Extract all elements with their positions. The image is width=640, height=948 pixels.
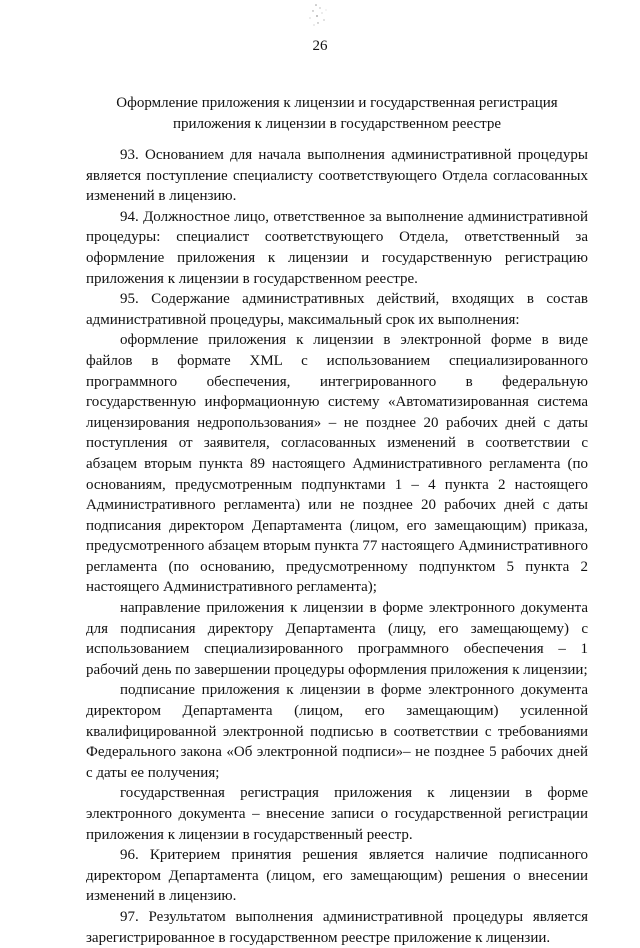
document-body	[86, 145, 588, 948]
paragraph-95-item-sending: направление приложения к лицензии в форме электронного документа для подписания директору Департамента (лицу, его замещающему) с использованием специализированного программного обеспечения – 1 рабочий день по завершении процедуры оформления приложения к лицензии;	[86, 600, 588, 678]
heading-line-1: Оформление приложения к лицензии и государственная регистрация	[116, 95, 558, 111]
section-heading	[86, 93, 588, 134]
paragraph-97: 97. Результатом выполнения административной процедуры является зарегистрированное в государственном реестре приложение к лицензии.	[86, 908, 588, 946]
scan-speckle	[298, 2, 338, 28]
page-number: 26	[312, 38, 328, 54]
paragraph-94: 94. Должностное лицо, ответственное за выполнение административной процедуры: специалист соответствующего Отдела, ответственный за оформление приложения к лицензии и государственную регистрацию приложения к лицензии в государственном реестре.	[86, 208, 588, 287]
paragraph-96: 96. Критерием принятия решения является наличие подписанного директором Департамента (лицом, его замещающим) решения о внесении изменений в лицензию.	[86, 847, 588, 905]
paragraph-93: 93. Основанием для начала выполнения административной процедуры является поступление специалисту соответствующего Отдела согласованных изменений в лицензию.	[86, 147, 588, 205]
paragraph-95-item-registration: государственная регистрация приложения к лицензии в форме электронного документа – внесение записи о государственной регистрации приложения к лицензии в государственный реестр.	[86, 785, 588, 843]
paragraph-95-item-formatting: оформление приложения к лицензии в электронной форме в виде файлов в формате XML с использованием специализированного программного обеспечения, интегрированного в федеральную государственную информационную систему «Автоматизированная система лицензирования недропользования» – не позднее 20 рабочих дней с даты поступления от заявителя, согласованных изменений в соответствии с абзацем вторым пункта 89 настоящего Административного регламента (по основаниям, предусмотренным подпунктами 1 – 4 пункта 2 настоящего Административного регламента) или не позднее 20 рабочих дней с даты подписания директором Департамента (лицом, его замещающим) приказа, предусмотренного абзацем вторым пункта 77 настоящего Административного регламента (по основанию, предусмотренному подпунктом 5 пункта 2 настоящего Административного регламента);	[86, 332, 588, 596]
paragraph-95: 95. Содержание административных действий, входящих в состав административной процедуры, максимальный срок их выполнения:	[86, 291, 588, 328]
heading-line-2: приложения к лицензии в государственном реестре	[172, 115, 502, 132]
paragraph-95-item-signing: подписание приложения к лицензии в форме электронного документа директором Департамента (лицом, его замещающим) усиленной квалифицированной электронной подписью в соответствии с требованиями Федерального закона «Об электронной подписи»– не позднее 5 рабочих дней с даты ее получения;	[86, 682, 588, 781]
